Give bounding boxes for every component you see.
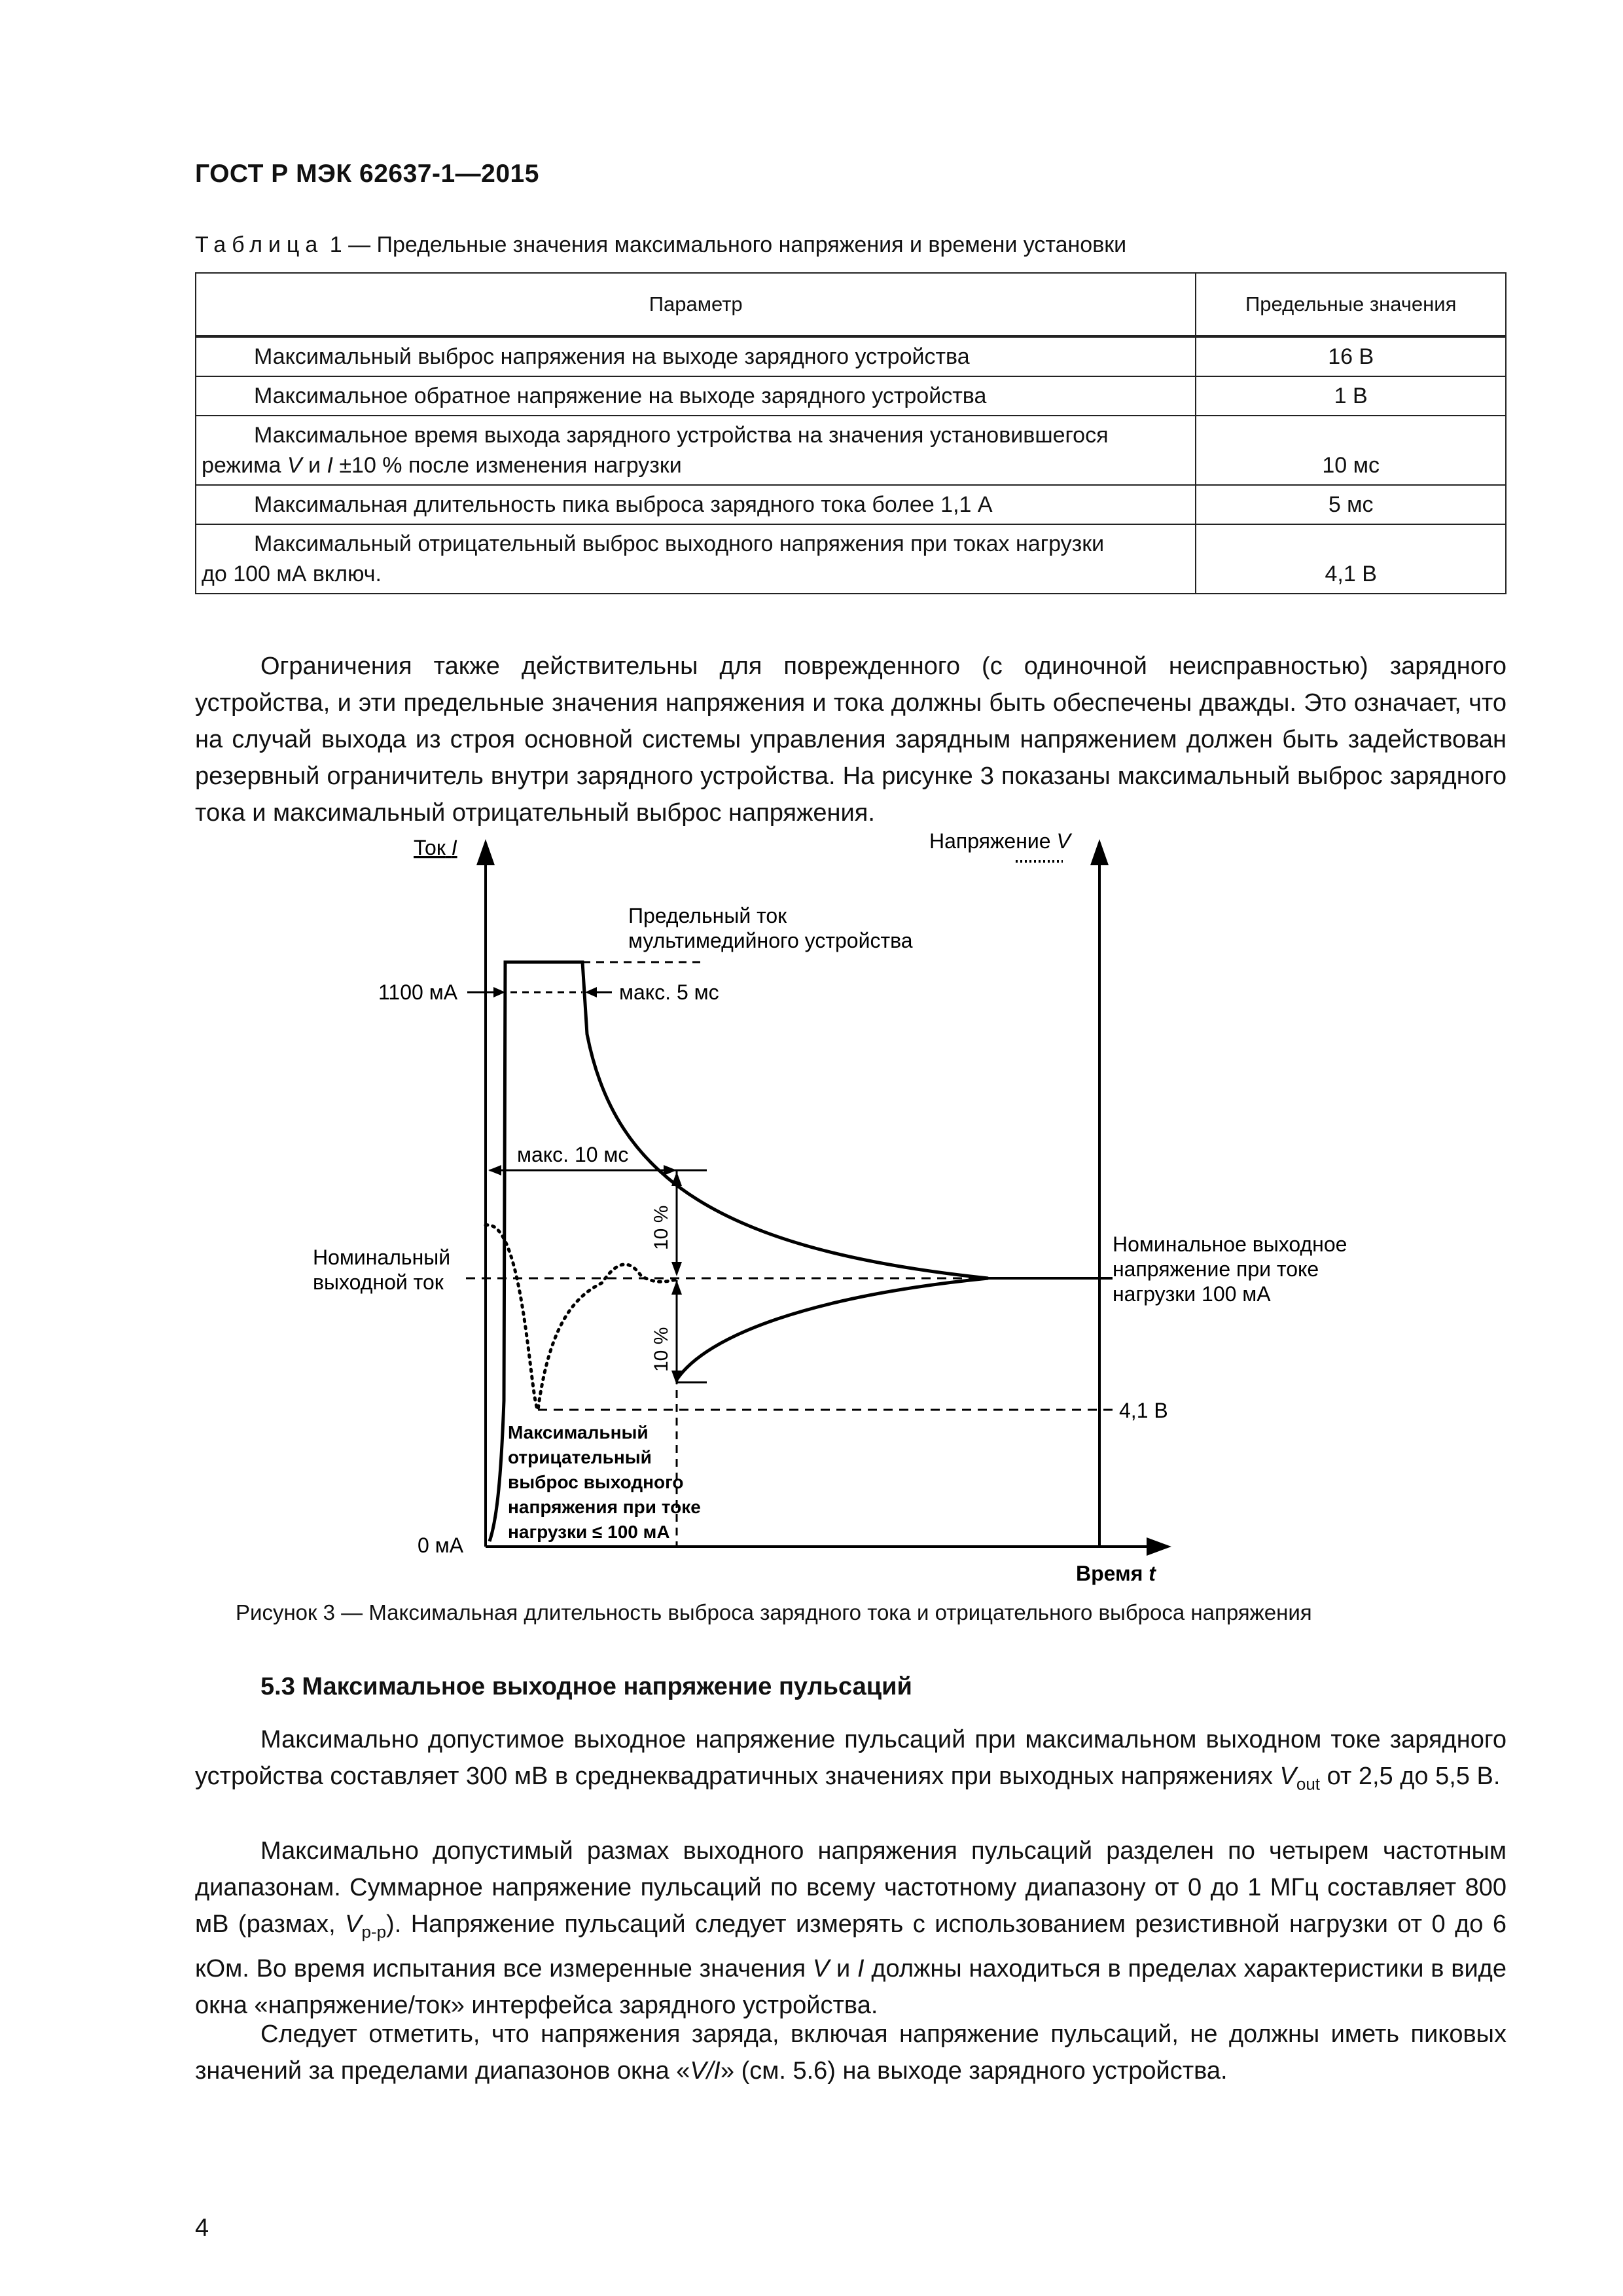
figure-3-diagram <box>0 825 1623 1623</box>
arrowhead-10ms-right <box>664 1165 677 1175</box>
svg-text:нагрузки ≤ 100 мА: нагрузки ≤ 100 мА <box>508 1522 670 1542</box>
column-header-limit: Предельные значения <box>1196 273 1506 336</box>
svg-text:выброс выходного: выброс выходного <box>508 1472 684 1492</box>
figure-3 <box>0 825 1623 1623</box>
y-axis-left-label: Ток I <box>414 836 457 859</box>
voltage-undershoot-curve <box>486 1225 677 1410</box>
arrowhead-10pct-top-down <box>671 1262 682 1276</box>
label-nominal-current-1: Номинальный <box>313 1246 451 1269</box>
arrowhead-5ms <box>585 987 597 997</box>
x-axis-label: Время t <box>1076 1562 1156 1585</box>
figure-caption: Рисунок 3 — Максимальная длительность выброса зарядного тока и отрицательного выброса напряжения <box>236 1600 1312 1624</box>
x-axis-arrow <box>1147 1537 1171 1556</box>
table-cell-param: Максимальный выброс напряжения на выходе зарядного устройства <box>196 336 1196 376</box>
label-max-10ms: макс. 10 мс <box>517 1143 629 1166</box>
table-cell-param: Максимальное время выхода зарядного устройства на значения установившегося режима V и I ±10 % после изменения нагрузки <box>196 416 1196 485</box>
table-cell-value: 5 мс <box>1196 485 1506 524</box>
label-limit-current-2: мультимедийного устройства <box>628 929 913 952</box>
column-header-parameter: Параметр <box>196 273 1196 336</box>
table-cell-param: Максимальная длительность пика выброса зарядного тока более 1,1 А <box>196 485 1196 524</box>
arrowhead-10pct-bottom-up <box>671 1280 682 1295</box>
paragraph-ripple-ranges: Максимально допустимый размах выходного напряжения пульсаций разделен по четырем частотным диапазонам. Суммарное напряжение пульсаций по всему частотному диапазону от 0 до 1 МГц составляет 800 мВ (размах, $V_{p-p}$). Напряжение пульсаций следует измерять с использованием резистивной нагрузки от 0 до 6 кОм. Во время испытания все измеренные значения V и I должны находиться в пределах характеристики в виде окна «напряжение/ток» интерфейса зарядного устройства. <box>195 1837 1507 2019</box>
label-nominal-voltage-2: напряжение при токе <box>1113 1257 1319 1281</box>
page-header: ГОСТ Р МЭК 62637-1—2015 <box>195 160 539 188</box>
table-cell-value: 1 В <box>1196 376 1506 416</box>
table-cell-param: Максимальный отрицательный выброс выходного напряжения при токах нагрузки до 100 мА включ. <box>196 524 1196 594</box>
table-row <box>196 485 1506 524</box>
page-number: 4 <box>195 2214 209 2242</box>
label-max-5ms: макс. 5 мс <box>619 980 719 1004</box>
table-caption <box>195 232 1126 258</box>
label-nominal-voltage-1: Номинальное выходное <box>1113 1232 1347 1256</box>
arrowhead-10ms-left <box>488 1165 501 1175</box>
undershoot-label <box>508 1422 701 1542</box>
table-row <box>196 524 1506 594</box>
section-heading: 5.3 Максимальное выходное напряжение пульсаций <box>260 1673 912 1700</box>
label-1100ma: 1100 мА <box>378 980 458 1004</box>
paragraph-peak-note: Следует отметить, что напряжения заряда, включая напряжение пульсаций, не должны иметь пиковых значений за пределами диапазонов окна «V/I» (см. 5.6) на выходе зарядного устройства. <box>195 2020 1507 2085</box>
label-0ma: 0 мА <box>418 1534 464 1557</box>
table-caption-text: 1 — Предельные значения максимального напряжения и времени установки <box>323 232 1127 257</box>
svg-text:отрицательный: отрицательный <box>508 1447 652 1467</box>
table-cell-value: 16 В <box>1196 336 1506 376</box>
paragraph-limits: Ограничения также действительны для поврежденного (с одиночной неисправностью) зарядного устройства, и эти предельные значения напряжения и тока должны быть обеспечены дважды. Это означает, что на случай выхода из строя основной системы управления зарядным напряжением должен быть задействован резервный ограничитель внутри зарядного устройства. На рисунке 3 показаны максимальный выброс зарядного тока и максимальный отрицательный выброс напряжения. <box>195 653 1507 827</box>
label-41v: 4,1 В <box>1119 1399 1168 1422</box>
table-header-row <box>196 273 1506 336</box>
y-axis-left-arrow <box>476 839 495 865</box>
label-10pct-bottom: 10 % <box>651 1327 672 1372</box>
label-limit-current-1: Предельный ток <box>628 904 787 927</box>
label-nominal-current-2: выходной ток <box>313 1270 444 1294</box>
label-10pct-top: 10 % <box>651 1205 672 1250</box>
y-axis-right-label: Напряжение V <box>929 829 1071 853</box>
paragraph-ripple-max: Максимально допустимое выходное напряжение пульсаций при максимальном выходном токе зарядного устройства составляет 300 мВ в среднеквадратичных значениях при выходных напряжениях $V_{out}$ от 2,5 до 5,5 В. <box>195 1726 1507 1794</box>
arrowhead-1100-left <box>493 987 505 997</box>
svg-text:напряжения при токе: напряжения при токе <box>508 1497 701 1517</box>
voltage-recovery-curve <box>677 1278 988 1380</box>
table-cell-param: Максимальное обратное напряжение на выходе зарядного устройства <box>196 376 1196 416</box>
table-row <box>196 376 1506 416</box>
table-cell-value: 10 мс <box>1196 416 1506 485</box>
table-cell-value: 4,1 В <box>1196 524 1506 594</box>
label-nominal-voltage-3: нагрузки 100 мА <box>1113 1282 1271 1306</box>
limits-table <box>195 272 1507 594</box>
table-row <box>196 416 1506 485</box>
table-caption-prefix: Таблица <box>195 232 324 257</box>
arrowhead-10pct-top-up <box>671 1172 682 1186</box>
svg-text:Максимальный: Максимальный <box>508 1422 649 1443</box>
table-row <box>196 336 1506 376</box>
y-axis-right-arrow <box>1090 839 1109 865</box>
